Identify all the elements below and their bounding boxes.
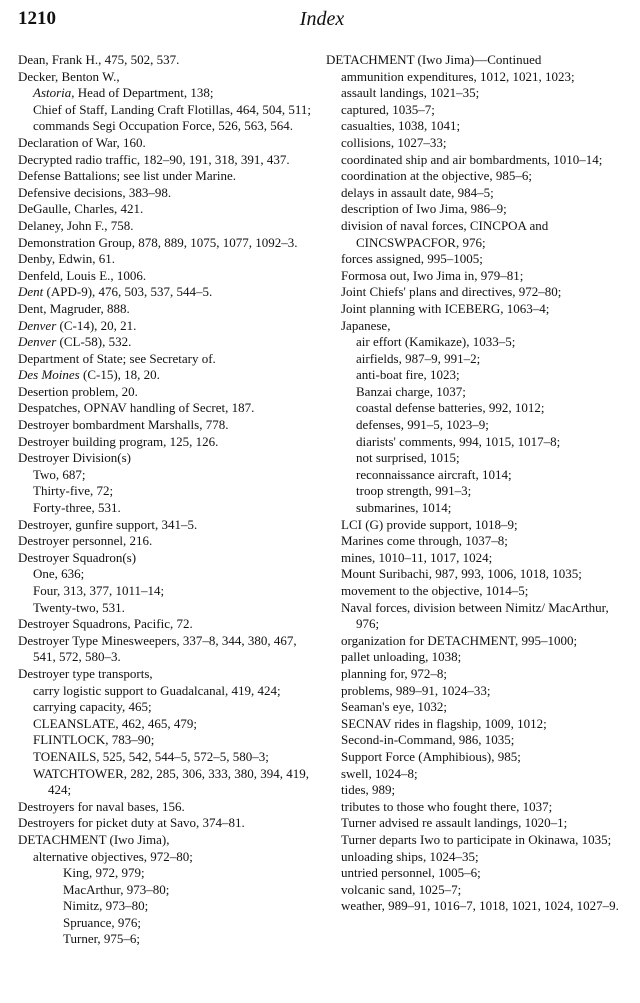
entry-italic-term: Denver	[18, 317, 57, 333]
entry-text: Naval forces, division between Nimitz/ MacArthur, 976;	[341, 599, 609, 632]
entry-text: Forty-three, 531.	[33, 500, 121, 516]
index-entry	[18, 201, 314, 218]
index-subentry	[326, 168, 626, 185]
entry-text: CLEANSLATE, 462, 465, 479;	[33, 715, 197, 731]
entry-text: Destroyer building program, 125, 126.	[18, 433, 219, 449]
index-entry	[18, 517, 314, 534]
entry-text: Denfeld, Louis E., 1006.	[18, 267, 147, 283]
index-subentry	[326, 766, 626, 783]
index-entry	[18, 815, 314, 832]
entry-text: Joint Chiefs' plans and directives, 972–80;	[341, 284, 562, 300]
entry-text: division of naval forces, CINCPOA and CINCSWPACFOR, 976;	[341, 217, 549, 250]
entry-text: forces assigned, 995–1005;	[341, 251, 483, 267]
index-entry	[326, 52, 626, 69]
index-entry	[18, 318, 314, 335]
index-subentry	[326, 251, 626, 268]
index-subentry	[18, 566, 314, 583]
entry-text: volcanic sand, 1025–7;	[341, 881, 462, 897]
entry-text: Destroyer bombardment Marshalls, 778.	[18, 417, 229, 433]
index-entry	[18, 417, 314, 434]
index-subentry	[326, 749, 626, 766]
index-column-left	[18, 52, 314, 948]
index-entry	[18, 550, 314, 567]
index-subentry	[18, 102, 314, 119]
entry-text: coordinated ship and air bombardments, 1010–14;	[341, 151, 603, 167]
index-subentry	[18, 683, 314, 700]
entry-text: organization for DETACHMENT, 995–1000;	[341, 632, 578, 648]
index-subentry	[326, 732, 626, 749]
index-subentry	[326, 600, 626, 633]
index-subentry	[326, 69, 626, 86]
entry-text: movement to the objective, 1014–5;	[341, 583, 529, 598]
entry-text: tributes to those who fought there, 1037;	[341, 798, 553, 814]
entry-text: Destroyers for naval bases, 156.	[18, 798, 185, 814]
index-entry	[18, 168, 314, 185]
index-entry	[18, 832, 314, 849]
index-entry	[18, 218, 314, 235]
entry-text: Destroyer Type Minesweepers, 337–8, 344, 380, 467, 541, 572, 580–3.	[18, 632, 297, 665]
entry-text: untried personnel, 1005–6;	[341, 865, 481, 881]
entry-text: carry logistic support to Guadalcanal, 419, 424;	[33, 682, 281, 698]
index-subentry	[326, 417, 626, 434]
index-subentry	[326, 799, 626, 816]
index-subentry	[326, 566, 626, 583]
index-entry	[18, 152, 314, 169]
index-subentry	[18, 483, 314, 500]
index-subentry	[326, 699, 626, 716]
entry-text: DeGaulle, Charles, 421.	[18, 201, 144, 217]
entry-text: ammunition expenditures, 1012, 1021, 1023;	[341, 68, 575, 84]
entry-text: delays in assault date, 984–5;	[341, 184, 494, 200]
index-subentry	[326, 649, 626, 666]
index-subentry	[18, 500, 314, 517]
entry-text: problems, 989–91, 1024–33;	[341, 682, 491, 698]
index-subentry	[326, 400, 626, 417]
entry-text: assault landings, 1021–35;	[341, 85, 480, 101]
index-entry	[18, 268, 314, 285]
index-subentry	[18, 85, 314, 102]
index-entry	[18, 351, 314, 368]
entry-italic-term: Denver	[18, 334, 57, 350]
entry-italic-term: Des Moines	[18, 367, 80, 383]
index-subentry	[326, 882, 626, 899]
entry-text: TOENAILS, 525, 542, 544–5, 572–5, 580–3;	[33, 748, 269, 764]
entry-text: alternative objectives, 972–80;	[33, 848, 193, 864]
entry-text: diarists' comments, 994, 1015, 1017–8;	[356, 433, 561, 449]
index-subentry	[326, 185, 626, 202]
entry-text: Destroyer Squadron(s)	[18, 549, 137, 565]
entry-text: Defense Battalions; see list under Marine.	[18, 168, 237, 184]
index-subentry	[326, 152, 626, 169]
entry-text: pallet unloading, 1038;	[341, 649, 462, 665]
index-subentry	[326, 550, 626, 567]
entry-text: captured, 1035–7;	[341, 101, 435, 117]
index-entry	[18, 69, 314, 86]
entry-text: Despatches, OPNAV handling of Secret, 187.	[18, 400, 255, 416]
index-subentry	[326, 865, 626, 882]
entry-text: Desertion problem, 20.	[18, 383, 138, 399]
entry-italic-term: Astoria,	[33, 85, 75, 101]
index-subentry	[18, 931, 314, 948]
entry-text: Support Force (Amphibious), 985;	[341, 748, 521, 764]
entry-text: Spruance, 976;	[63, 914, 141, 930]
entry-text: Head of Department, 138;	[74, 85, 214, 101]
index-subentry	[326, 467, 626, 484]
index-subentry	[18, 882, 314, 899]
entry-text: casualties, 1038, 1041;	[341, 118, 461, 134]
index-subentry	[18, 865, 314, 882]
index-subentry	[326, 301, 626, 318]
index-subentry	[18, 915, 314, 932]
index-subentry	[18, 749, 314, 766]
index-subentry	[326, 666, 626, 683]
entry-text: Turner departs Iwo to participate in Okinawa, 1035;	[341, 831, 612, 847]
entry-text: Formosa out, Iwo Jima in, 979–81;	[341, 267, 524, 283]
entry-text: mines, 1010–11, 1017, 1024;	[341, 549, 493, 565]
index-subentry	[326, 102, 626, 119]
entry-text: unloading ships, 1024–35;	[341, 848, 479, 864]
index-subentry	[326, 583, 626, 600]
index-subentry	[18, 467, 314, 484]
index-subentry	[326, 849, 626, 866]
index-subentry	[326, 716, 626, 733]
entry-text: tides, 989;	[341, 782, 396, 798]
index-subentry	[326, 351, 626, 368]
index-entry	[18, 251, 314, 268]
index-subentry	[18, 732, 314, 749]
entry-text: air effort (Kamikaze), 1033–5;	[356, 334, 516, 350]
entry-text: Seaman's eye, 1032;	[341, 699, 447, 715]
entry-text: Mount Suribachi, 987, 993, 1006, 1018, 1035;	[341, 566, 582, 582]
index-subentry	[326, 218, 626, 251]
entry-text: collisions, 1027–33;	[341, 134, 447, 150]
entry-text: Department of State; see Secretary of.	[18, 350, 216, 366]
index-subentry	[18, 766, 314, 799]
index-subentry	[18, 600, 314, 617]
page-number: 1210	[18, 8, 56, 29]
entry-text: Japanese,	[341, 317, 391, 333]
entry-text: One, 636;	[33, 566, 85, 582]
entry-text: Marines come through, 1037–8;	[341, 533, 508, 549]
entry-text: Denby, Edwin, 61.	[18, 251, 116, 267]
index-entry	[18, 334, 314, 351]
index-subentry	[326, 284, 626, 301]
index-subentry	[326, 815, 626, 832]
entry-text: Destroyer personnel, 216.	[18, 533, 153, 549]
entry-text: (APD-9), 476, 503, 537, 544–5.	[43, 284, 213, 300]
entry-text: reconnaissance aircraft, 1014;	[356, 466, 512, 482]
entry-text: Destroyers for picket duty at Savo, 374–81.	[18, 815, 245, 831]
index-subentry	[326, 517, 626, 534]
entry-text: Banzai charge, 1037;	[356, 383, 466, 399]
entry-text: Destroyer, gunfire support, 341–5.	[18, 516, 198, 532]
index-subentry	[18, 583, 314, 600]
entry-text: defenses, 991–5, 1023–9;	[356, 417, 489, 433]
index-subentry	[326, 450, 626, 467]
index-subentry	[326, 334, 626, 351]
entry-text: Decker, Benton W.,	[18, 68, 120, 84]
index-subentry	[18, 849, 314, 866]
entry-text: coastal defense batteries, 992, 1012;	[356, 400, 545, 416]
index-entry	[18, 450, 314, 467]
index-entry	[18, 400, 314, 417]
entry-text: LCI (G) provide support, 1018–9;	[341, 516, 518, 532]
entry-text: airfields, 987–9, 991–2;	[356, 350, 481, 366]
index-entry	[18, 185, 314, 202]
index-entry	[18, 52, 314, 69]
index-entry	[18, 616, 314, 633]
index-subentry	[326, 832, 626, 849]
index-subentry	[18, 716, 314, 733]
entry-text: planning for, 972–8;	[341, 665, 447, 681]
index-subentry	[326, 633, 626, 650]
entry-text: swell, 1024–8;	[341, 765, 418, 781]
entry-text: Two, 687;	[33, 466, 86, 482]
entry-text: Destroyer Division(s)	[18, 450, 132, 466]
entry-text: WATCHTOWER, 282, 285, 306, 333, 380, 394, 419, 424;	[33, 765, 310, 798]
index-subentry	[18, 898, 314, 915]
index-subentry	[326, 384, 626, 401]
index-subentry	[326, 367, 626, 384]
entry-text: Declaration of War, 160.	[18, 134, 146, 150]
page-header	[18, 8, 626, 34]
entry-text: Demonstration Group, 878, 889, 1075, 1077, 1092–3.	[18, 234, 298, 250]
entry-text: Destroyer type transports,	[18, 665, 153, 681]
index-subentry	[18, 699, 314, 716]
entry-text: carrying capacity, 465;	[33, 699, 152, 715]
index-entry	[18, 434, 314, 451]
entry-text: Nimitz, 973–80;	[63, 898, 149, 914]
entry-italic-term: Dent	[18, 284, 44, 300]
entry-text: Chief of Staff, Landing Craft Flotillas, 464, 504, 511;	[33, 101, 312, 117]
entry-text: Four, 313, 377, 1011–14;	[33, 583, 165, 598]
entry-text: (C-14), 20, 21.	[56, 317, 137, 333]
index-subentry	[18, 118, 314, 135]
index-subentry	[326, 85, 626, 102]
index-entry	[18, 135, 314, 152]
index-subentry	[326, 483, 626, 500]
entry-text: King, 972, 979;	[63, 865, 145, 881]
entry-text: Turner advised re assault landings, 1020–1;	[341, 815, 568, 831]
index-entry	[18, 633, 314, 666]
index-subentry	[326, 898, 626, 915]
entry-text: Defensive decisions, 383–98.	[18, 184, 172, 200]
entry-text: coordination at the objective, 985–6;	[341, 168, 532, 184]
entry-text: (C-15), 18, 20.	[79, 367, 160, 383]
index-subentry	[326, 533, 626, 550]
entry-text: Dean, Frank H., 475, 502, 537.	[18, 52, 180, 67]
entry-text: MacArthur, 973–80;	[63, 881, 170, 897]
entry-text: submarines, 1014;	[356, 500, 452, 516]
entry-text: anti-boat fire, 1023;	[356, 367, 460, 383]
index-subentry	[326, 201, 626, 218]
index-subentry	[326, 268, 626, 285]
entry-text: DETACHMENT (Iwo Jima)—Continued	[326, 52, 542, 67]
index-subentry	[326, 500, 626, 517]
index-entry	[18, 235, 314, 252]
index-entry	[18, 384, 314, 401]
entry-text: description of Iwo Jima, 986–9;	[341, 201, 507, 217]
entry-text: Delaney, John F., 758.	[18, 217, 134, 233]
entry-text: (CL-58), 532.	[56, 334, 132, 350]
entry-text: weather, 989–91, 1016–7, 1018, 1021, 1024, 1027–9.	[341, 898, 619, 914]
entry-text: Dent, Magruder, 888.	[18, 300, 130, 316]
index-entry	[18, 284, 314, 301]
running-title: Index	[299, 8, 345, 30]
entry-text: commands Segi Occupation Force, 526, 563, 564.	[33, 118, 293, 134]
index-entry	[18, 533, 314, 550]
index-subentry	[326, 683, 626, 700]
index-subentry	[326, 782, 626, 799]
entry-text: FLINTLOCK, 783–90;	[33, 732, 155, 748]
entry-text: Turner, 975–6;	[63, 931, 141, 947]
index-subentry	[326, 434, 626, 451]
entry-text: Decrypted radio traffic, 182–90, 191, 318, 391, 437.	[18, 151, 290, 167]
entry-text: troop strength, 991–3;	[356, 483, 472, 499]
index-subentry	[326, 135, 626, 152]
index-entry	[18, 666, 314, 683]
entry-text: Second-in-Command, 986, 1035;	[341, 732, 515, 748]
index-subentry	[326, 118, 626, 135]
entry-text: DETACHMENT (Iwo Jima),	[18, 831, 170, 847]
entry-text: Joint planning with ICEBERG, 1063–4;	[341, 300, 550, 316]
entry-text: SECNAV rides in flagship, 1009, 1012;	[341, 715, 547, 731]
entry-text: Twenty-two, 531.	[33, 599, 125, 615]
index-entry	[18, 799, 314, 816]
entry-text: Thirty-five, 72;	[33, 483, 114, 499]
entry-text: Destroyer Squadrons, Pacific, 72.	[18, 616, 193, 632]
index-entry	[18, 367, 314, 384]
entry-text: not surprised, 1015;	[356, 450, 460, 466]
index-column-right	[326, 52, 626, 915]
index-subentry	[326, 318, 626, 335]
index-entry	[18, 301, 314, 318]
